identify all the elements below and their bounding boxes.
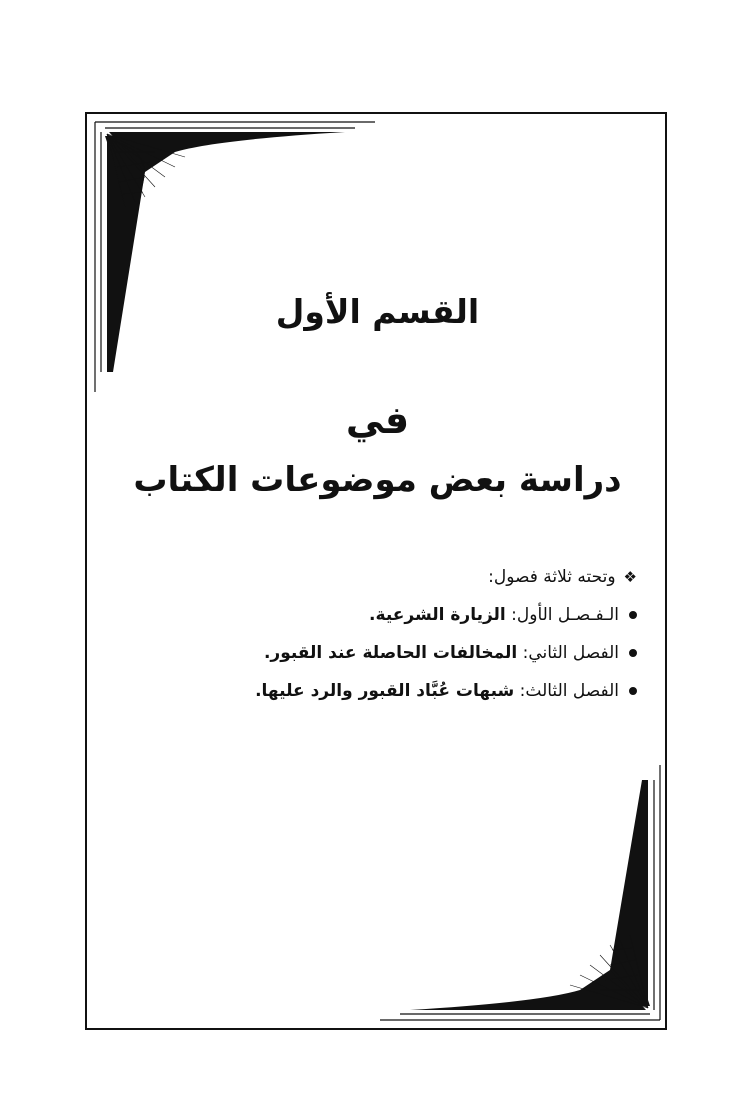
- list-item: [167, 603, 637, 627]
- title-preposition: في: [345, 398, 410, 442]
- chapters-section: [167, 565, 637, 717]
- chapter-label: الفصل الثاني:: [522, 643, 619, 663]
- chapter-title: شبهات عُبَّاد القبور والرد عليها.: [255, 681, 515, 701]
- bullet-icon: [629, 687, 637, 695]
- chapters-intro-text: وتحته ثلاثة فصول:: [488, 567, 616, 587]
- chapter-label: الفصل الثالث:: [519, 681, 619, 701]
- chapter-title: الزيارة الشرعية.: [369, 605, 506, 625]
- top-left-corner-ornament: [95, 122, 385, 412]
- chapter-label: الـفـصـل الأول:: [511, 605, 619, 625]
- list-item: [167, 679, 637, 703]
- list-item: [167, 641, 637, 665]
- chapters-intro: [167, 565, 637, 589]
- part-title: القسم الأول: [275, 292, 480, 331]
- part-subject-title: دراسة بعض موضوعات الكتاب: [133, 460, 622, 500]
- diamond-bullet-icon: ❖: [623, 568, 637, 586]
- bullet-icon: [629, 649, 637, 657]
- bullet-icon: [629, 611, 637, 619]
- chapter-list: [167, 603, 637, 703]
- chapter-title: المخالفات الحاصلة عند القبور.: [263, 643, 518, 663]
- bottom-right-corner-ornament: [370, 745, 660, 1020]
